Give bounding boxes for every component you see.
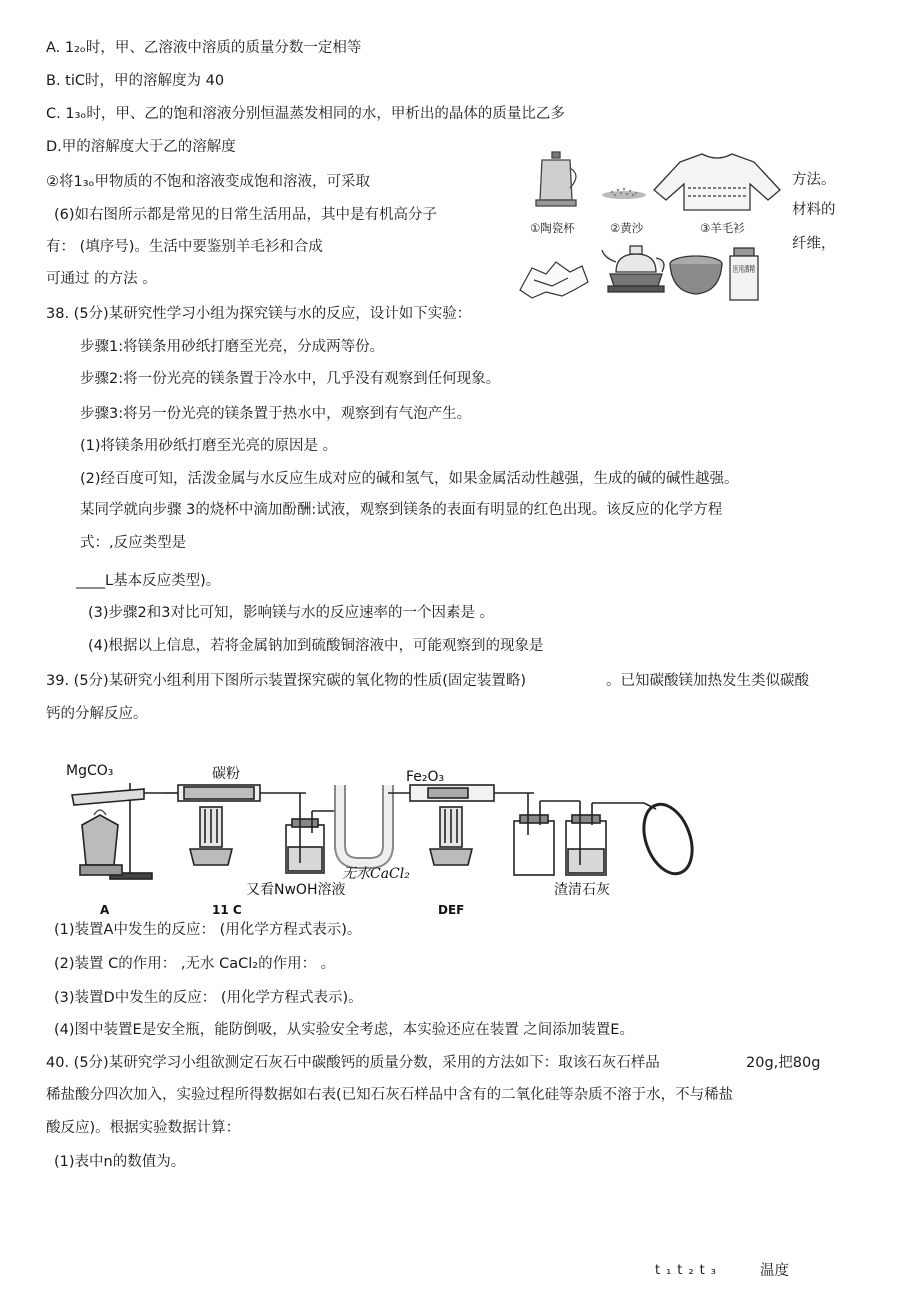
daily-items-drawing (512, 140, 787, 305)
device-c (286, 793, 340, 873)
option-a: A. 1₂ₒ时，甲、乙溶液中溶质的质量分数一定相等 (46, 40, 362, 56)
q40-title: 40. (5分)某研究学习小组欲测定石灰石中碳酸钙的质量分数，采用的方法如下：取该石灰石样品 (46, 1055, 660, 1071)
temperature-axis-label: 温度 (760, 1263, 789, 1279)
q38-part2-b: 某同学就向步骤 3的烧杯中滴加酚酬:试液，观察到镁条的表面有明显的红色出现。该反应的化学方程 (80, 502, 723, 518)
ceramic-cup-icon (536, 152, 576, 206)
q38-step2: 步骤2:将一份光亮的镁条置于冷水中，几乎没有观察到任何现象。 (80, 371, 501, 387)
label-sweater: ③羊毛衫 (700, 221, 745, 235)
option-c: C. 1₃ₒ时，甲、乙的饱和溶液分别恒温蒸发相同的水，甲析出的晶体的质量比乙多 (46, 106, 565, 122)
sand-icon (602, 188, 646, 199)
q40-line2: 稀盐酸分四次加入，实验过程所得数据如右表(已知石灰石样品中含有的二氧化硅等杂质不溶于水，不与稀盐 (46, 1087, 734, 1103)
label-letters-bc: 11 C (212, 903, 242, 917)
label-carbon: 碳粉 (212, 766, 240, 782)
q39-title-2: 钙的分解反应。 (46, 706, 148, 722)
q38-part2-d: ____L基本反应类型)。 (76, 573, 221, 589)
sweater-icon (654, 154, 780, 210)
option-d: D.甲的溶解度大于乙的溶解度 (46, 139, 236, 155)
q40-part1: (1)表中n的数值为。 (54, 1154, 186, 1170)
q6-line2: 有： (填序号)。生活中要鉴别羊毛衫和合成 (46, 239, 323, 255)
label-ceramic-cup: ①陶瓷杯 (530, 221, 575, 235)
q38-part2: (2)经百度可知，活泼金属与水反应生成对应的碱和氢气，如果金属活动性越强，生成的碱的碱性越强。 (80, 471, 739, 487)
q38-part1: (1)将镁条用砂纸打磨至光亮的原因是 。 (80, 438, 338, 454)
q39-title: 39. (5分)某研究小组利用下图所示装置探究碳的氧化物的性质(固定装置略) (46, 673, 527, 689)
teapot-icon (602, 246, 664, 292)
question-part2-tail: 方法。 (792, 172, 836, 188)
bowl-icon (670, 256, 722, 294)
q38-step3: 步骤3:将另一份光亮的镁条置于热水中，观察到有气泡产生。 (80, 406, 472, 422)
label-naoh: 又看NwOH溶液 (246, 882, 346, 898)
label-mgco3: MgCO₃ (66, 763, 114, 779)
q6-line3: 可通过 的方法 。 (46, 271, 157, 287)
device-u-tube (340, 785, 410, 863)
q38-step1: 步骤1:将镁条用砂纸打磨至光亮，分成两等份。 (80, 339, 385, 355)
q38-title: 38. (5分)某研究性学习小组为探究镁与水的反应，设计如下实验： (46, 306, 472, 322)
q38-part2-c: 式：,反应类型是 (80, 535, 187, 551)
daily-items-figure (512, 140, 787, 305)
q6-line1-tail: 材料的 (792, 202, 836, 218)
q38-part4: (4)根据以上信息，若将金属钠加到硫酸铜溶液中，可能观察到的现象是 (88, 638, 544, 654)
balloon-icon (635, 798, 700, 881)
q39-part1: (1)装置A中发生的反应： (用化学方程式表示)。 (54, 922, 362, 938)
q40-line3: 酸反应)。根据实验数据计算： (46, 1120, 241, 1136)
label-fe2o3: Fe₂O₃ (406, 769, 445, 785)
label-limewater: 渣清石灰 (554, 882, 610, 898)
question-part2: ②将1₃ₒ甲物质的不饱和溶液变成饱和溶液，可采取 (46, 174, 371, 190)
device-a (72, 783, 162, 879)
device-f (566, 801, 644, 875)
q6-line2-tail: 纤维， (792, 236, 836, 252)
label-letter-a: A (100, 903, 110, 917)
q38-part3: (3)步骤2和3对比可知，影响镁与水的反应速率的一个因素是 。 (88, 605, 495, 621)
q39-part3: (3)装置D中发生的反应： (用化学方程式表示)。 (54, 990, 363, 1006)
temperature-ticks: t₁t₂t₃ (655, 1263, 722, 1278)
label-cacl2: 无水CaCl₂ (342, 866, 410, 882)
q39-part4: (4)图中装置E是安全瓶，能防倒吸，从实验安全考虑，本实验还应在装置 之间添加装置E。 (54, 1022, 634, 1038)
q39-part2: (2)装置 C的作用： ,无水 CaCl₂的作用： 。 (54, 956, 336, 972)
q6-line1: (6)如右图所示都是常见的日常生活用品，其中是有机高分子 (54, 207, 438, 223)
alcohol-bottle-label: 医用酒精 (733, 265, 768, 275)
label-letters-def: DEF (438, 903, 465, 917)
q40-title-tail: 20g,把80g (746, 1055, 821, 1071)
q39-title-tail: 。已知碳酸镁加热发生类似碳酸 (606, 673, 809, 689)
option-b: B. tiC时，甲的溶解度为 40 (46, 73, 225, 89)
crumpled-bag-icon (520, 262, 588, 298)
label-sand: ②黄沙 (610, 221, 644, 235)
apparatus-diagram (60, 755, 700, 915)
